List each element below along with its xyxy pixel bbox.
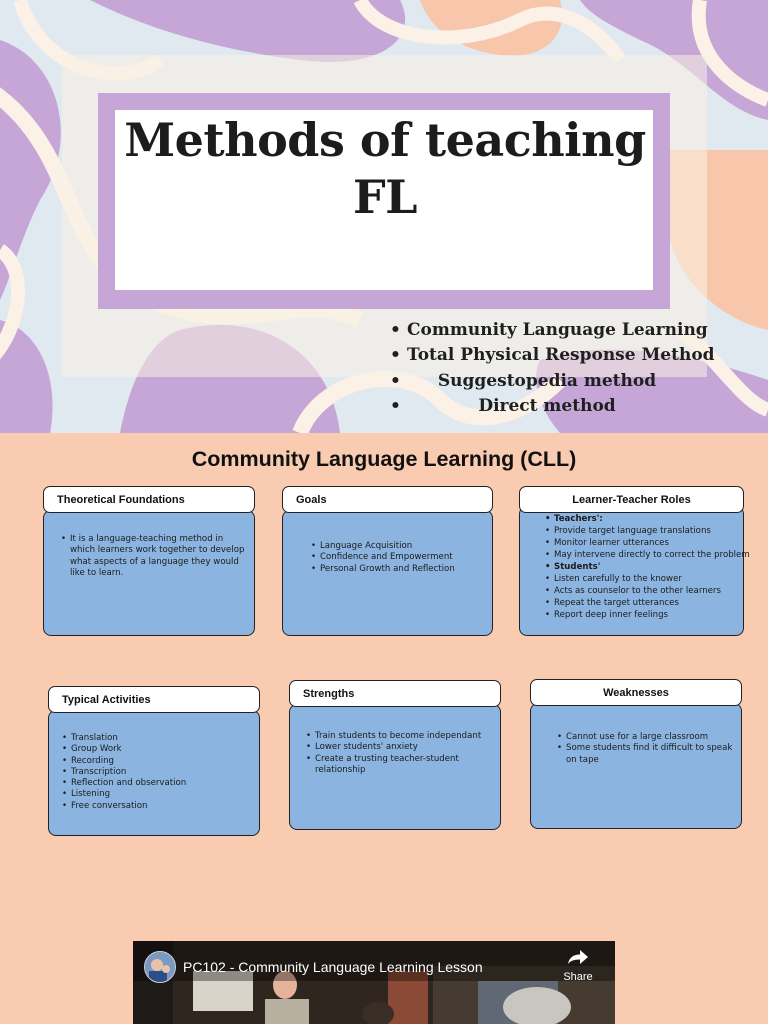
card-list <box>60 534 248 579</box>
list-item: • Listen carefully to the knower <box>554 573 754 585</box>
card-weaknesses <box>530 679 742 829</box>
title-line-2: FL <box>352 170 417 224</box>
list-item: • Group Work <box>71 744 251 755</box>
list-item: • Monitor learner utterances <box>554 537 754 549</box>
video-embed[interactable] <box>133 941 615 1024</box>
card-learner-teacher-roles <box>519 486 750 636</box>
list-item: • Cannot use for a large classroom <box>566 732 736 743</box>
page-title <box>100 112 670 226</box>
list-item: • Report deep inner feelings <box>554 609 754 621</box>
share-button[interactable] <box>560 949 596 983</box>
list-item: • Acts as counselor to the other learners <box>554 585 754 597</box>
card-list <box>61 733 251 812</box>
methods-list <box>390 318 715 419</box>
list-item: • Recording <box>71 756 251 767</box>
card-heading: Weaknesses <box>530 679 742 706</box>
list-item: • Confidence and Empowerment <box>320 552 470 563</box>
list-item: • Provide target language translations <box>554 525 754 537</box>
card-heading: Strengths <box>289 680 501 707</box>
video-thumbnail <box>133 941 615 1024</box>
list-item: • Personal Growth and Reflection <box>320 564 470 575</box>
share-label: Share <box>563 971 593 983</box>
card-heading: Goals <box>282 486 493 513</box>
list-item: • Repeat the target utterances <box>554 597 754 609</box>
section-title: Community Language Learning (CLL) <box>191 447 577 471</box>
card-heading: Typical Activities <box>48 686 260 713</box>
list-item: • Train students to become independant <box>315 731 495 742</box>
list-item: • Students' <box>554 561 754 573</box>
method-item: • Suggestopedia method <box>390 369 710 394</box>
list-item: • Listening <box>71 789 251 800</box>
hero-banner <box>0 0 768 433</box>
list-item: • It is a language-teaching method in which learners work together to develop what aspects of a language they would like to learn. <box>70 534 248 579</box>
video-title[interactable]: PC102 - Community Language Learning Lesson <box>183 959 483 975</box>
method-item: • Direct method <box>390 394 710 419</box>
bullet-icon: • <box>390 395 401 416</box>
list-item: • Language Acquisition <box>320 541 470 552</box>
list-item: • Create a trusting teacher-student relationship <box>315 754 495 777</box>
card-theoretical-foundations <box>43 486 255 636</box>
list-item: • Some students find it difficult to speak on tape <box>566 743 736 766</box>
list-item: • Lower students' anxiety <box>315 742 495 753</box>
card-body <box>530 703 742 829</box>
share-icon <box>567 949 589 965</box>
card-list <box>556 732 736 766</box>
list-item: • Reflection and observation <box>71 778 251 789</box>
bullet-icon: • <box>390 320 401 340</box>
card-heading: Theoretical Foundations <box>43 486 255 513</box>
card-typical-activities <box>48 686 260 836</box>
card-goals <box>282 486 493 636</box>
method-item: • Total Physical Response Method <box>390 343 710 368</box>
list-item: • Translation <box>71 733 251 744</box>
method-item: • Community Language Learning <box>390 318 710 343</box>
channel-avatar[interactable] <box>144 951 176 983</box>
card-list <box>310 541 470 575</box>
card-strengths <box>289 680 501 830</box>
card-list <box>305 731 495 776</box>
list-item: • Free conversation <box>71 801 251 812</box>
card-list <box>544 513 754 621</box>
bullet-icon: • <box>390 345 401 366</box>
list-item: • Transcription <box>71 767 251 778</box>
list-item: • May intervene directly to correct the problem <box>554 549 754 561</box>
card-heading: Learner-Teacher Roles <box>519 486 744 513</box>
bullet-icon: • <box>390 370 401 391</box>
title-line-1: Methods of teaching <box>124 113 646 167</box>
list-item: • Teachers': <box>554 513 754 525</box>
